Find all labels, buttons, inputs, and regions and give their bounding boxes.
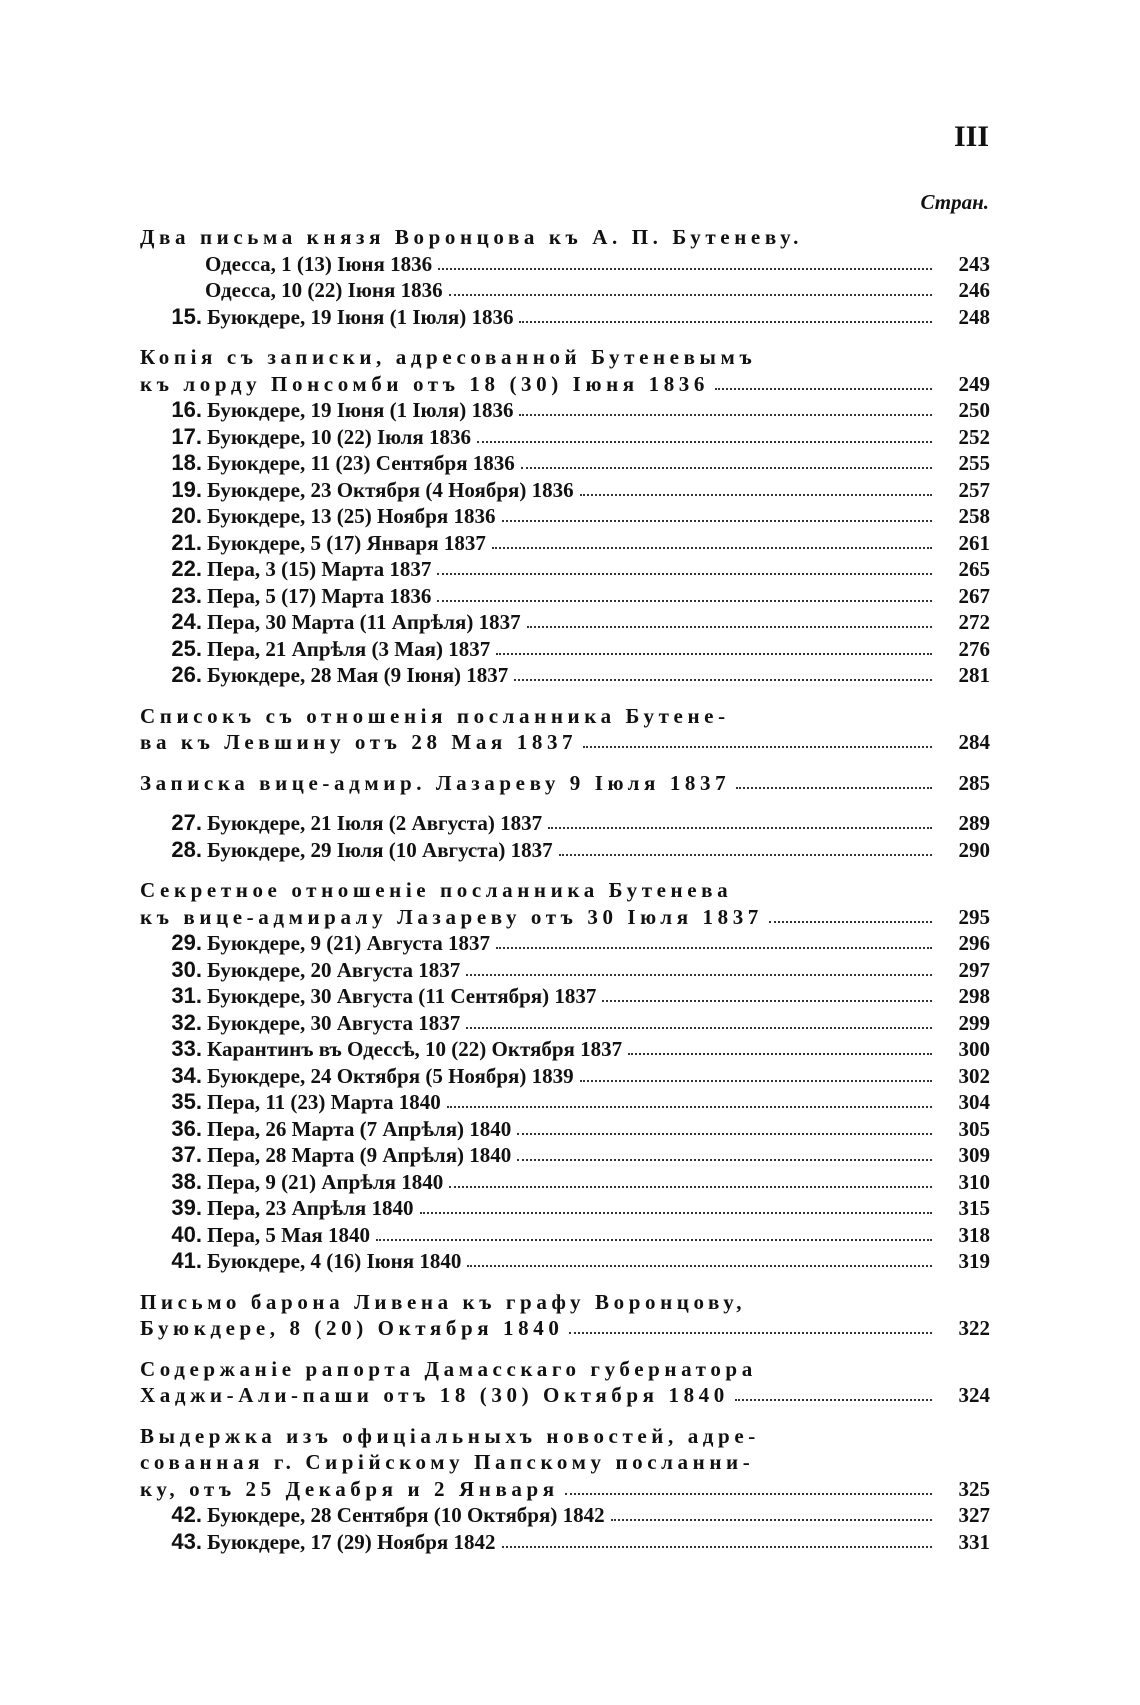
dot-leader	[502, 1546, 932, 1548]
toc-entry	[140, 583, 990, 610]
entry-number: 18.	[171, 450, 202, 475]
entry-page: 300	[958, 1037, 990, 1061]
entry-number: 43.	[171, 1528, 202, 1554]
entry-title: Буюкдере, 17 (29) Ноября 1842	[207, 1529, 496, 1554]
toc-entry	[140, 1063, 990, 1090]
toc-entry	[140, 450, 990, 477]
toc-entry	[140, 424, 990, 451]
entry-title: Буюкдере, 10 (22) Іюля 1836	[207, 424, 472, 449]
entry-page: 322	[958, 1316, 990, 1340]
toc-subentry	[140, 251, 990, 278]
entry-page: 276	[958, 636, 990, 661]
entry-title: Списокъ съ отношенія посланника Бутене-	[140, 703, 730, 728]
entry-number: 40.	[171, 1221, 202, 1247]
entry-title: ку, отъ 25 Декабря и 2 Января	[140, 1476, 559, 1501]
entry-number: 26.	[171, 662, 202, 687]
entry-page: 281	[958, 663, 990, 687]
entry-page: 327	[958, 1503, 990, 1527]
entry-number: 35.	[171, 1089, 202, 1114]
entry-title: Выдержка изъ офиціальныхъ новостей, адре-	[140, 1423, 760, 1448]
toc-spacer	[140, 1275, 990, 1289]
dot-leader	[376, 1239, 932, 1241]
dot-leader	[580, 1080, 932, 1082]
dot-leader	[449, 294, 932, 296]
dot-leader	[715, 388, 932, 390]
entry-number: 17.	[171, 423, 202, 449]
entry-title: Содержаніе рапорта Дамасскаго губернатора	[140, 1356, 757, 1381]
toc-heading-line	[140, 770, 990, 797]
toc-entry	[140, 1222, 990, 1249]
entry-number: 42.	[171, 1502, 202, 1527]
toc-entry	[140, 957, 990, 984]
entry-page: 252	[958, 424, 990, 449]
entry-title: Буюкдере, 9 (21) Августа 1837	[207, 931, 490, 955]
dot-leader	[519, 321, 932, 323]
entry-page: 299	[958, 1010, 990, 1035]
toc-entry	[140, 304, 990, 331]
toc-entry	[140, 477, 990, 504]
toc-entry	[140, 1010, 990, 1037]
entry-title: Буюкдере, 30 Августа (11 Сентября) 1837	[207, 984, 597, 1008]
entry-number: 34.	[171, 1062, 202, 1088]
entry-title: Буюкдере, 5 (17) Января 1837	[207, 530, 486, 555]
toc-spacer	[140, 689, 990, 703]
entry-title: Пера, 28 Марта (9 Апрѣля) 1840	[207, 1143, 512, 1167]
dot-leader	[628, 1053, 932, 1055]
toc-entry	[140, 1116, 990, 1143]
entry-page: 331	[958, 1529, 990, 1554]
entry-page: 250	[958, 398, 990, 422]
toc-entry	[140, 1529, 990, 1556]
entry-page: 272	[958, 610, 990, 634]
entry-number: 28.	[171, 836, 202, 862]
entry-number: 27.	[171, 810, 202, 835]
dot-leader	[466, 1027, 932, 1029]
entry-page: 319	[958, 1249, 990, 1273]
entry-number: 21.	[171, 529, 202, 555]
entry-title: Буюкдере, 30 Августа 1837	[207, 1010, 461, 1035]
entry-page: 305	[958, 1116, 990, 1141]
entry-page: 297	[958, 957, 990, 982]
dot-leader	[602, 1000, 932, 1002]
entry-page: 304	[958, 1090, 990, 1114]
entry-title: Буюкдере, 28 Мая (9 Іюня) 1837	[207, 663, 509, 687]
entry-title: Буюкдере, 19 Іюня (1 Іюля) 1836	[207, 398, 514, 422]
entry-number: 37.	[171, 1142, 202, 1167]
entry-title: Одесса, 10 (22) Іюня 1836	[205, 278, 443, 302]
entry-number: 23.	[171, 582, 202, 608]
toc-heading-line	[140, 1449, 990, 1476]
entry-number: 19.	[171, 476, 202, 502]
page-number: III	[953, 120, 989, 153]
dot-leader	[735, 1399, 932, 1401]
dot-leader	[611, 1519, 932, 1521]
entry-title: Пера, 26 Марта (7 Апрѣля) 1840	[207, 1116, 512, 1141]
entry-page: 255	[958, 451, 990, 475]
dot-leader	[467, 1265, 932, 1267]
dot-leader	[565, 1493, 932, 1495]
dot-leader	[583, 746, 932, 748]
toc-entry	[140, 1248, 990, 1275]
entry-title: Буюкдере, 4 (16) Іюня 1840	[207, 1249, 462, 1273]
entry-page: 258	[958, 504, 990, 528]
entry-title: Одесса, 1 (13) Іюня 1836	[205, 251, 433, 276]
entry-title: Пера, 11 (23) Марта 1840	[207, 1090, 441, 1114]
toc-entry	[140, 530, 990, 557]
toc-spacer	[140, 863, 990, 877]
entry-title: Буюкдере, 11 (23) Сентября 1836	[207, 451, 515, 475]
toc-entry	[140, 1036, 990, 1063]
toc-entry	[140, 1089, 990, 1116]
entry-page: 302	[958, 1063, 990, 1088]
entry-number: 41.	[171, 1248, 202, 1273]
entry-page: 246	[958, 278, 990, 302]
entry-title: Записка вице-адмир. Лазареву 9 Іюля 1837	[140, 770, 731, 795]
entry-page: 267	[958, 583, 990, 608]
dot-leader	[496, 947, 932, 949]
entry-title: Буюкдере, 8 (20) Октября 1840	[140, 1316, 564, 1340]
entry-page: 285	[958, 770, 990, 795]
dot-leader	[492, 547, 932, 549]
entry-page: 298	[958, 984, 990, 1008]
toc-heading-line	[140, 1382, 990, 1409]
toc-heading-line	[140, 1476, 990, 1503]
entry-number: 22.	[171, 556, 202, 581]
entry-page: 315	[958, 1196, 990, 1220]
entry-number: 31.	[171, 983, 202, 1008]
entry-title: Копія съ записки, адресованной Бутеневымъ	[140, 345, 757, 369]
dot-leader	[447, 1106, 932, 1108]
toc-heading-line	[140, 224, 990, 251]
entry-page: 309	[958, 1143, 990, 1167]
dot-leader	[519, 414, 932, 416]
entry-title: Буюкдере, 29 Іюля (10 Августа) 1837	[207, 837, 553, 862]
dot-leader	[527, 626, 932, 628]
dot-leader	[420, 1212, 932, 1214]
toc-entry	[140, 930, 990, 957]
toc-heading-line	[140, 904, 990, 931]
entry-page: 324	[958, 1383, 990, 1407]
entry-title: Пера, 3 (15) Марта 1837	[207, 557, 432, 581]
entry-page: 249	[958, 371, 990, 396]
entry-title: Письмо барона Ливена къ графу Воронцову,	[140, 1289, 747, 1314]
entry-page: 243	[958, 251, 990, 276]
toc-spacer	[140, 330, 990, 344]
entry-number: 38.	[171, 1168, 202, 1194]
dot-leader	[477, 441, 932, 443]
entry-page: 295	[958, 904, 990, 929]
dot-leader	[517, 1133, 932, 1135]
toc-entry	[140, 1169, 990, 1196]
entry-page: 296	[958, 931, 990, 955]
entry-title: Буюкдере, 13 (25) Ноября 1836	[207, 504, 496, 528]
toc-heading-line	[140, 703, 990, 730]
toc-entry	[140, 503, 990, 530]
entry-title: къ вице-адмиралу Лазареву отъ 30 Іюля 1837	[140, 904, 763, 929]
toc-entry	[140, 609, 990, 636]
toc-entry	[140, 556, 990, 583]
entry-title: сованная г. Сирійскому Папскому посланни-	[140, 1450, 755, 1474]
entry-title: Карантинъ въ Одессѣ, 10 (22) Октября 1837	[207, 1037, 623, 1061]
toc-entry	[140, 983, 990, 1010]
dot-leader	[496, 653, 932, 655]
toc-heading-line	[140, 729, 990, 756]
toc-heading-line	[140, 1289, 990, 1316]
entry-page: 318	[958, 1222, 990, 1247]
entry-title: Два письма князя Воронцова къ А. П. Бутеневу.	[140, 225, 803, 249]
dot-leader	[521, 467, 932, 469]
entry-title: Буюкдере, 24 Октября (5 Ноября) 1839	[207, 1063, 574, 1088]
dot-leader	[449, 1186, 932, 1188]
entry-page: 325	[958, 1476, 990, 1501]
entry-title: Пера, 30 Марта (11 Апрѣля) 1837	[207, 610, 521, 634]
entry-number: 16.	[171, 397, 202, 422]
toc-entry	[140, 636, 990, 663]
entry-number: 32.	[171, 1009, 202, 1035]
dot-leader	[438, 268, 932, 270]
toc-spacer	[140, 796, 990, 810]
entry-number: 39.	[171, 1195, 202, 1220]
toc-heading-line	[140, 371, 990, 398]
entry-number: 24.	[171, 609, 202, 634]
entry-title: Буюкдере, 21 Іюля (2 Августа) 1837	[207, 811, 543, 835]
entry-number: 20.	[171, 503, 202, 528]
toc-entry	[140, 397, 990, 424]
entry-page: 257	[958, 477, 990, 502]
entry-title: Буюкдере, 19 Іюня (1 Іюля) 1836	[207, 304, 514, 329]
toc-entry	[140, 1142, 990, 1169]
toc-entry	[140, 810, 990, 837]
entry-title: Пера, 21 Апрѣля (3 Мая) 1837	[207, 636, 491, 661]
page-column-header: Стран.	[920, 190, 989, 214]
dot-leader	[569, 1332, 932, 1334]
entry-page: 284	[958, 730, 990, 754]
toc-heading-line	[140, 1356, 990, 1383]
entry-page: 248	[958, 304, 990, 329]
dot-leader	[502, 520, 932, 522]
table-of-contents	[140, 224, 990, 1555]
dot-leader	[769, 921, 932, 923]
toc-heading-line	[140, 1423, 990, 1450]
entry-title: Буюкдере, 23 Октября (4 Ноября) 1836	[207, 477, 574, 502]
entry-number: 29.	[171, 930, 202, 955]
toc-spacer	[140, 1342, 990, 1356]
entry-title: ва къ Левшину отъ 28 Мая 1837	[140, 730, 578, 754]
entry-title: Пера, 23 Апрѣля 1840	[207, 1196, 414, 1220]
entry-title: Буюкдере, 28 Сентября (10 Октября) 1842	[207, 1503, 605, 1527]
entry-page: 265	[958, 557, 990, 581]
toc-subentry	[140, 277, 990, 304]
entry-title: къ лорду Понсомби отъ 18 (30) Іюня 1836	[140, 371, 710, 396]
entry-title: Хаджи-Али-паши отъ 18 (30) Октября 1840	[140, 1383, 729, 1407]
toc-entry	[140, 662, 990, 689]
dot-leader	[559, 854, 932, 856]
dot-leader	[437, 600, 932, 602]
entry-page: 289	[958, 811, 990, 835]
dot-leader	[514, 679, 932, 681]
entry-page: 310	[958, 1169, 990, 1194]
dot-leader	[517, 1159, 932, 1161]
toc-entry	[140, 1502, 990, 1529]
dot-leader	[736, 787, 932, 789]
entry-number: 25.	[171, 635, 202, 661]
toc-entry	[140, 1195, 990, 1222]
toc-heading-line	[140, 877, 990, 904]
toc-entry	[140, 837, 990, 864]
dot-leader	[466, 974, 932, 976]
toc-heading-line	[140, 344, 990, 371]
entry-title: Пера, 5 (17) Марта 1836	[207, 583, 432, 608]
entry-page: 261	[958, 530, 990, 555]
entry-page: 290	[958, 837, 990, 862]
entry-number: 33.	[171, 1036, 202, 1061]
dot-leader	[580, 494, 932, 496]
toc-spacer	[140, 1409, 990, 1423]
toc-heading-line	[140, 1315, 990, 1342]
entry-number: 15.	[171, 303, 202, 329]
entry-title: Пера, 9 (21) Апрѣля 1840	[207, 1169, 444, 1194]
dot-leader	[548, 827, 932, 829]
entry-number: 36.	[171, 1115, 202, 1141]
entry-title: Пера, 5 Мая 1840	[207, 1222, 371, 1247]
entry-title: Буюкдере, 20 Августа 1837	[207, 957, 461, 982]
dot-leader	[437, 573, 932, 575]
entry-title: Секретное отношеніе посланника Бутенева	[140, 878, 733, 902]
entry-number: 30.	[171, 956, 202, 982]
toc-spacer	[140, 756, 990, 770]
